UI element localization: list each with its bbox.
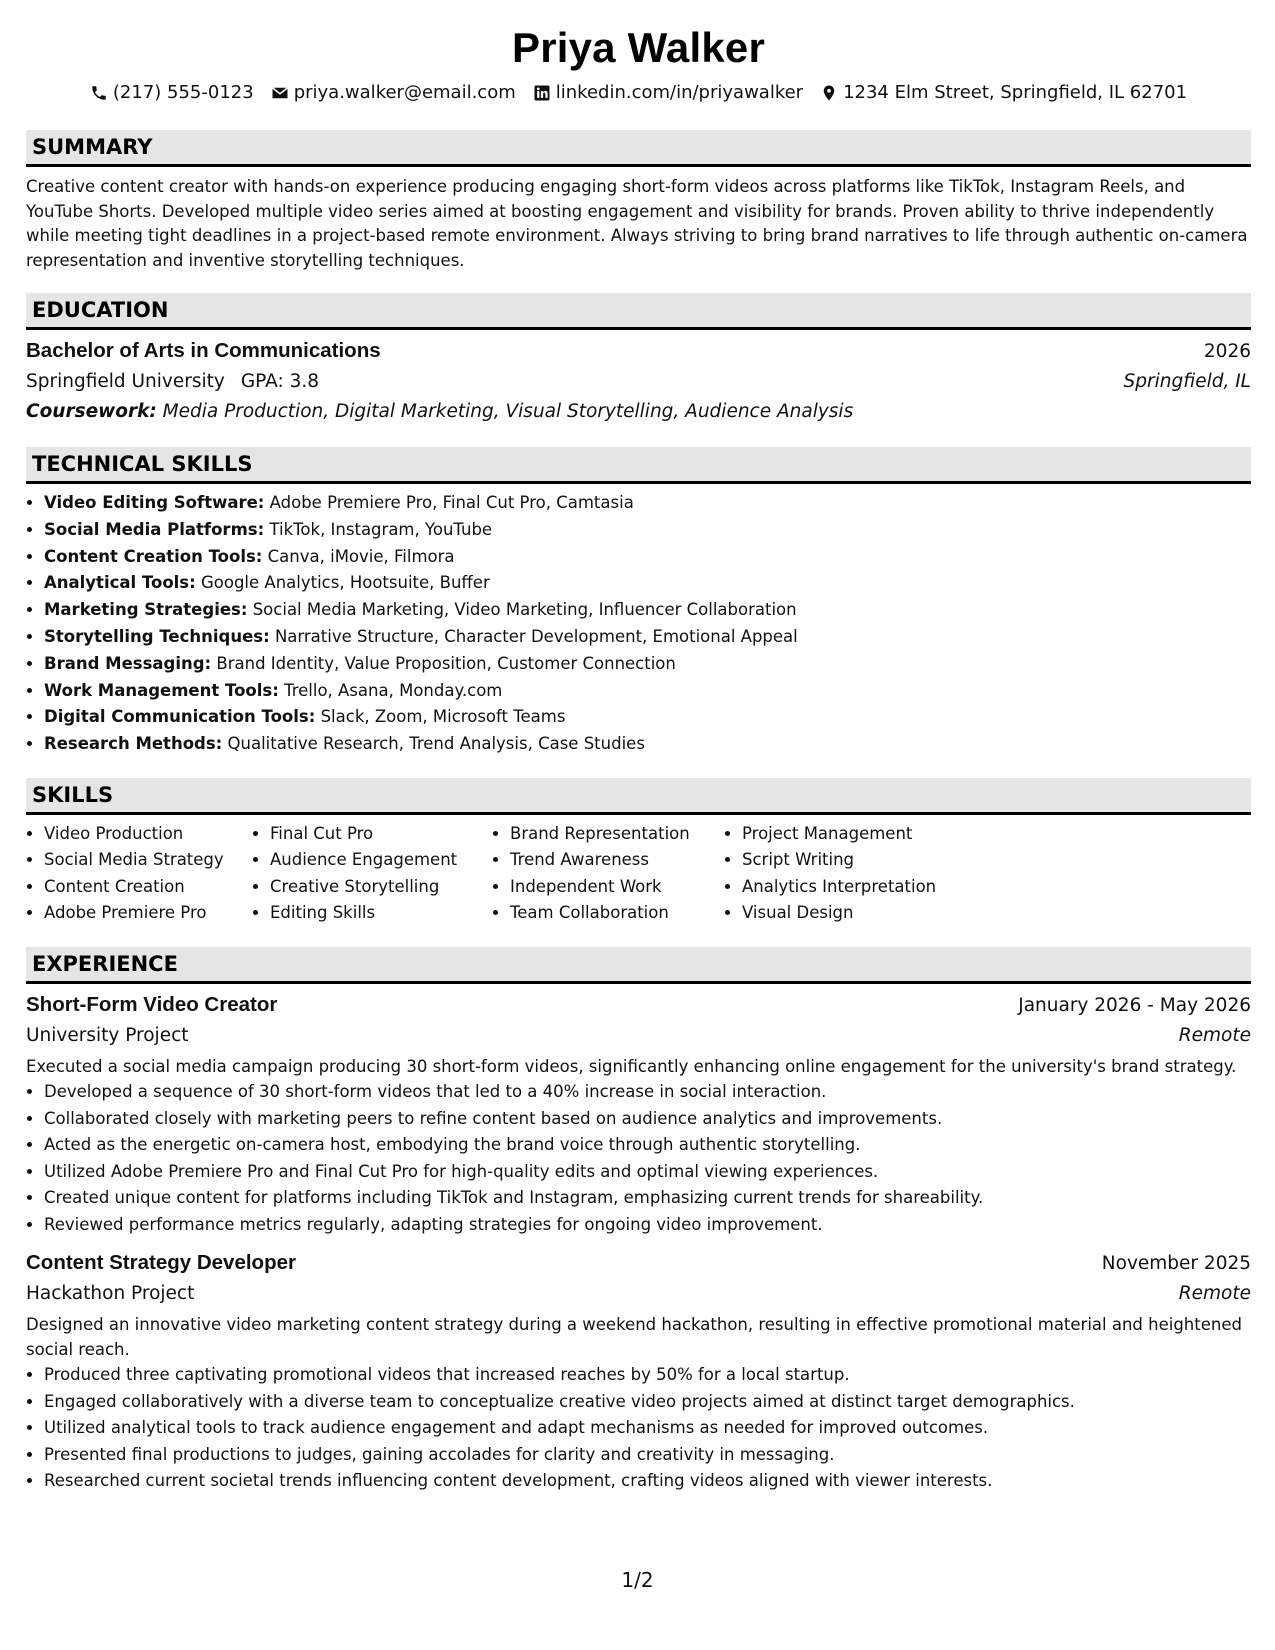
list-item [44,490,1251,517]
coursework-list: Media Production, Digital Marketing, Visual Storytelling, Audience Analysis [156,401,854,422]
skill-category: Digital Communication Tools: [44,707,316,727]
list-item: • Trend Awareness [510,847,724,874]
job-bullets [26,1362,1251,1495]
section-header-summary: SUMMARY [26,130,1251,167]
job-description: Executed a social media campaign producing 30 short-form videos, significantly enhancing online engagement for the university's brand strategy. [26,1056,1237,1076]
list-item: • Independent Work [510,874,724,901]
email-link[interactable]: priya.walker@email.com [293,82,516,103]
envelope-icon [271,84,289,102]
skills-column-3 [492,821,724,927]
skill-category: Social Media Platforms: [44,519,265,539]
skill-category: Brand Messaging: [44,653,212,673]
school-name: Springfield University [26,371,225,392]
linkedin-link[interactable]: linkedin.com/in/priyawalker [555,82,804,103]
list-item: • Created unique content for platforms including TikTok and Instagram, emphasizing current trends for shareability. [44,1185,1251,1212]
section-header-skills: SKILLS [26,778,1251,815]
list-item: • Reviewed performance metrics regularly, adapting strategies for ongoing video improvement. [44,1212,1251,1239]
list-item [44,624,1251,651]
phone-text: (217) 555-0123 [112,82,254,103]
list-item: • Collaborated closely with marketing peers to refine content based on audience analytics and improvements. [44,1106,1251,1133]
list-item: • Audience Engagement [270,847,492,874]
list-item: • Editing Skills [270,900,492,927]
contact-linkedin[interactable] [533,80,803,106]
list-item: • Researched current societal trends influencing content development, crafting videos aligned with viewer interests. [44,1468,1251,1495]
skill-values: Google Analytics, Hootsuite, Buffer [195,573,490,593]
skill-values: Qualitative Research, Trend Analysis, Case Studies [222,734,645,754]
list-item: • Visual Design [742,900,936,927]
list-item: • Adobe Premiere Pro [44,900,252,927]
resume-page [26,20,1251,1495]
job-description: Designed an innovative video marketing content strategy during a weekend hackathon, resulting in effective promotional material and heightened social reach. [26,1315,1242,1359]
education-entry [26,336,1251,427]
skills-column-1 [26,821,252,927]
list-item [44,704,1251,731]
candidate-name: Priya Walker [512,24,765,71]
experience-entry [26,1248,1251,1495]
graduation-year: 2026 [1203,341,1251,362]
list-item: • Utilized analytical tools to track audience engagement and adapt mechanisms as needed for improved outcomes. [44,1415,1251,1442]
contact-bar [26,80,1251,106]
linkedin-icon [533,84,551,102]
list-item: • Final Cut Pro [270,821,492,848]
summary-text: Creative content creator with hands-on experience producing engaging short-form videos across platforms like TikTok, Instagram Reels, and YouTube Shorts. Developed multiple video series aimed at boosting engagement and visibility for brands. Proven ability to thrive independently while meeting tight deadlines in a project-based remote environment. Always striving to bring brand narratives to life through authentic on-camera representation and inventive storytelling techniques. [26,177,1248,270]
skills-column-4 [724,821,936,927]
list-item: • Project Management [742,821,936,848]
skill-values: Trello, Asana, Monday.com [278,680,503,700]
skill-category: Video Editing Software: [44,493,265,512]
list-item [44,651,1251,678]
coursework-label: Coursework: [26,401,157,422]
job-bullets [26,1079,1251,1238]
contact-email[interactable] [271,80,516,106]
coursework [26,397,1251,427]
list-item [44,570,1251,597]
contact-phone [90,80,254,106]
list-item: • Utilized Adobe Premiere Pro and Final Cut Pro for high-quality edits and optimal viewing experiences. [44,1159,1251,1186]
contact-address [820,80,1187,106]
skills-grid [26,821,1251,927]
section-header-technical-skills: TECHNICAL SKILLS [26,447,1251,484]
list-item: • Presented final productions to judges, gaining accolades for clarity and creativity in messaging. [44,1442,1251,1469]
job-title: Short-Form Video Creator [26,992,278,1016]
skill-category: Research Methods: [44,734,223,754]
job-title: Content Strategy Developer [26,1251,296,1275]
list-item: • Engaged collaboratively with a diverse team to conceptualize creative video projects aimed at distinct target demographics. [44,1389,1251,1416]
list-item [44,517,1251,544]
skill-values: Social Media Marketing, Video Marketing, Influencer Collaboration [247,600,797,620]
list-item: • Developed a sequence of 30 short-form videos that led to a 40% increase in social interaction. [44,1079,1251,1106]
list-item: • Produced three captivating promotional videos that increased reaches by 50% for a local startup. [44,1362,1251,1389]
skill-category: Marketing Strategies: [44,600,248,620]
list-item: • Team Collaboration [510,900,724,927]
job-dates: January 2026 - May 2026 [1018,994,1251,1016]
list-item: • Content Creation [44,874,252,901]
skill-values: TikTok, Instagram, YouTube [264,519,493,539]
list-item: • Video Production [44,821,252,848]
section-header-education: EDUCATION [26,293,1251,330]
job-location: Remote [1178,1024,1251,1046]
phone-icon [90,84,108,102]
map-pin-icon [820,84,838,102]
skill-category: Content Creation Tools: [44,546,263,566]
list-item: • Social Media Strategy [44,847,252,874]
list-item: • Brand Representation [510,821,724,848]
page-number: 1/2 [621,1568,654,1592]
skill-values: Brand Identity, Value Proposition, Customer Connection [211,653,676,673]
list-item [44,597,1251,624]
job-dates: November 2025 [1101,1253,1251,1275]
school-location: Springfield, IL [1123,371,1251,392]
degree-title: Bachelor of Arts in Communications [26,339,381,362]
skill-values: Slack, Zoom, Microsoft Teams [315,707,566,727]
list-item [44,544,1251,571]
gpa: GPA: 3.8 [240,371,320,392]
experience-entry [26,990,1251,1239]
job-location: Remote [1178,1283,1251,1305]
list-item [44,678,1251,705]
section-header-experience: EXPERIENCE [26,947,1251,984]
skill-values: Canva, iMovie, Filmora [262,546,455,566]
skills-column-2 [252,821,492,927]
job-organization: University Project [26,1024,189,1046]
skill-category: Work Management Tools: [44,680,279,700]
list-item: • Creative Storytelling [270,874,492,901]
skill-values: Adobe Premiere Pro, Final Cut Pro, Camtasia [264,493,634,512]
technical-skills-list [26,490,1251,758]
skill-values: Narrative Structure, Character Development, Emotional Appeal [269,626,798,646]
list-item [44,731,1251,758]
job-organization: Hackathon Project [26,1283,195,1305]
skill-category: Storytelling Techniques: [44,626,270,646]
skill-category: Analytical Tools: [44,573,196,593]
address-text: 1234 Elm Street, Springfield, IL 62701 [843,82,1188,103]
list-item: • Acted as the energetic on-camera host, embodying the brand voice through authentic storytelling. [44,1132,1251,1159]
list-item: • Script Writing [742,847,936,874]
list-item: • Analytics Interpretation [742,874,936,901]
